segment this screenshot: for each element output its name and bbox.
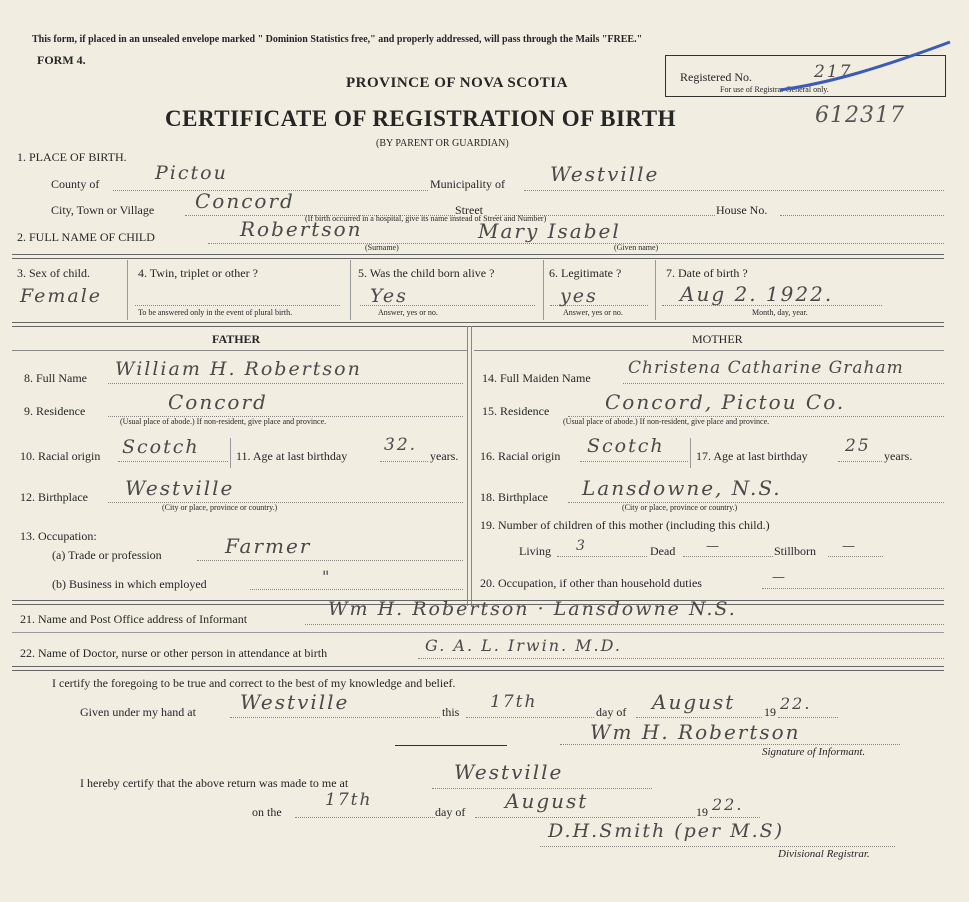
mother-age-label: 17. Age at last birthday bbox=[696, 449, 808, 463]
registrar-caption: Divisional Registrar. bbox=[778, 848, 870, 860]
informant-label: 21. Name and Post Office address of Informant bbox=[20, 612, 248, 626]
child-surname: Robertson bbox=[240, 217, 363, 241]
dob-value: Aug 2. 1922. bbox=[680, 282, 834, 306]
informant-signature: Wm H. Robertson bbox=[590, 720, 801, 744]
mother-years-label: years. bbox=[884, 449, 913, 463]
certificate-title: CERTIFICATE OF REGISTRATION OF BIRTH bbox=[165, 106, 676, 131]
living-label: Living bbox=[519, 544, 551, 558]
form-number: FORM 4. bbox=[37, 53, 86, 67]
given-caption: (Given name) bbox=[614, 243, 659, 252]
county-label: County of bbox=[51, 177, 100, 191]
section-place-of-birth: 1. PLACE OF BIRTH. bbox=[17, 150, 127, 164]
stamped-number: 612317 bbox=[815, 103, 905, 128]
sex-label: 3. Sex of child. bbox=[17, 266, 90, 280]
signature-caption: Signature of Informant. bbox=[762, 746, 866, 758]
doctor-value: G. A. L. Irwin. M.D. bbox=[425, 636, 622, 655]
mailing-notice: This form, if placed in an unsealed envelope marked " Dominion Statistics free," and properly addressed, will pass through the Mails "FREE." bbox=[32, 34, 643, 45]
mother-origin-value: Scotch bbox=[587, 435, 665, 457]
municipality-value: Westville bbox=[550, 162, 660, 186]
mother-occupation-label: 20. Occupation, if other than household duties bbox=[480, 576, 702, 590]
given-month-value: August bbox=[652, 690, 736, 714]
registrar-year-prefix: 19 bbox=[696, 805, 708, 819]
surname-caption: (Surname) bbox=[365, 243, 399, 252]
father-birthplace-value: Westville bbox=[125, 476, 235, 500]
mother-residence-note: (Usual place of abode.) If non-resident, give place and province. bbox=[563, 417, 770, 426]
on-the-label: on the bbox=[252, 805, 282, 819]
mother-birthplace-value: Lansdowne, N.S. bbox=[582, 476, 782, 500]
given-year-value: 22. bbox=[780, 694, 812, 713]
mother-residence-label: 15. Residence bbox=[482, 404, 550, 418]
father-origin-label: 10. Racial origin bbox=[20, 449, 101, 463]
hospital-note: (If birth occurred in a hospital, give its name instead of Street and Number) bbox=[305, 214, 547, 223]
mother-name-label: 14. Full Maiden Name bbox=[482, 371, 591, 385]
father-occupation-label: 13. Occupation: bbox=[20, 529, 97, 543]
registrar-signature: D.H.Smith (per M.S) bbox=[548, 820, 785, 842]
mother-origin-label: 16. Racial origin bbox=[480, 449, 561, 463]
father-residence-note: (Usual place of abode.) If non-resident, give place and province. bbox=[120, 417, 327, 426]
mother-residence-value: Concord, Pictou Co. bbox=[605, 390, 846, 414]
father-heading: FATHER bbox=[212, 332, 261, 346]
father-trade-label: (a) Trade or profession bbox=[52, 548, 162, 562]
given-place-value: Westville bbox=[240, 690, 350, 714]
blue-check-mark bbox=[760, 38, 960, 98]
mother-heading: MOTHER bbox=[692, 332, 743, 346]
stillborn-value: — bbox=[842, 539, 857, 554]
born-alive-value: Yes bbox=[370, 285, 408, 307]
father-business-value: " bbox=[322, 567, 332, 586]
registrar-day-of-label: day of bbox=[435, 805, 466, 819]
city-value: Concord bbox=[195, 189, 295, 213]
father-origin-value: Scotch bbox=[122, 436, 200, 458]
day-of-label: day of bbox=[596, 705, 627, 719]
twin-label: 4. Twin, triplet or other ? bbox=[138, 266, 258, 280]
father-residence-label: 9. Residence bbox=[24, 404, 86, 418]
father-birthplace-note: (City or place, province or country.) bbox=[162, 503, 278, 512]
born-alive-note: Answer, yes or no. bbox=[378, 308, 438, 317]
father-trade-value: Farmer bbox=[225, 534, 312, 558]
father-name-value: William H. Robertson bbox=[115, 358, 362, 380]
registered-number: 217 bbox=[814, 62, 853, 82]
born-alive-label: 5. Was the child born alive ? bbox=[358, 266, 495, 280]
sex-value: Female bbox=[20, 285, 103, 307]
city-label: City, Town or Village bbox=[51, 203, 155, 217]
certify-statement: I certify the foregoing to be true and correct to the best of my knowledge and belief. bbox=[52, 676, 456, 690]
dob-label: 7. Date of birth ? bbox=[666, 266, 748, 280]
stillborn-label: Stillborn bbox=[774, 544, 817, 558]
living-value: 3 bbox=[576, 538, 587, 554]
informant-value: Wm H. Robertson · Lansdowne N.S. bbox=[328, 598, 737, 620]
father-residence-value: Concord bbox=[168, 390, 268, 414]
twin-note: To be answered only in the event of plural birth. bbox=[138, 308, 293, 317]
father-years-label: years. bbox=[430, 449, 459, 463]
county-value: Pictou bbox=[155, 162, 228, 184]
this-label: this bbox=[442, 705, 460, 719]
dob-note: Month, day, year. bbox=[752, 308, 808, 317]
given-under-label: Given under my hand at bbox=[80, 705, 196, 719]
mother-age-value: 25 bbox=[845, 436, 871, 456]
mother-name-value: Christena Catharine Graham bbox=[628, 358, 904, 378]
registrar-place-value: Westville bbox=[454, 760, 564, 784]
doctor-label: 22. Name of Doctor, nurse or other person in attendance at birth bbox=[20, 646, 328, 660]
father-age-label: 11. Age at last birthday bbox=[236, 449, 348, 463]
registrar-year-value: 22. bbox=[712, 795, 744, 814]
municipality-label: Municipality of bbox=[430, 177, 505, 191]
child-given-name: Mary Isabel bbox=[478, 219, 621, 243]
legitimate-label: 6. Legitimate ? bbox=[549, 266, 622, 280]
registrar-certify-label: I hereby certify that the above return was made to me at bbox=[80, 776, 349, 790]
province-heading: PROVINCE OF NOVA SCOTIA bbox=[346, 75, 568, 91]
dead-value: — bbox=[706, 539, 721, 554]
given-year-prefix: 19 bbox=[764, 705, 776, 719]
legitimate-note: Answer, yes or no. bbox=[563, 308, 623, 317]
dead-label: Dead bbox=[650, 544, 676, 558]
mother-birthplace-note: (City or place, province or country.) bbox=[622, 503, 738, 512]
house-no-label: House No. bbox=[716, 203, 768, 217]
mother-children-label: 19. Number of children of this mother (including this child.) bbox=[480, 518, 770, 532]
father-birthplace-label: 12. Birthplace bbox=[20, 490, 88, 504]
certificate-subtitle: (BY PARENT OR GUARDIAN) bbox=[376, 138, 509, 149]
mother-occupation-value: — bbox=[772, 570, 787, 585]
child-name-label: 2. FULL NAME OF CHILD bbox=[17, 230, 155, 244]
given-day-value: 17th bbox=[490, 692, 538, 712]
father-business-label: (b) Business in which employed bbox=[52, 577, 207, 591]
registrar-day-value: 17th bbox=[325, 790, 373, 810]
father-age-value: 32. bbox=[384, 435, 418, 455]
registered-label: Registered No. bbox=[680, 70, 752, 84]
registrar-month-value: August bbox=[505, 789, 589, 813]
street-label: Street bbox=[455, 203, 483, 217]
father-name-label: 8. Full Name bbox=[24, 371, 87, 385]
legitimate-value: yes bbox=[560, 285, 598, 307]
mother-birthplace-label: 18. Birthplace bbox=[480, 490, 548, 504]
registrar-use-note: For use of Registrar General only. bbox=[720, 85, 829, 94]
